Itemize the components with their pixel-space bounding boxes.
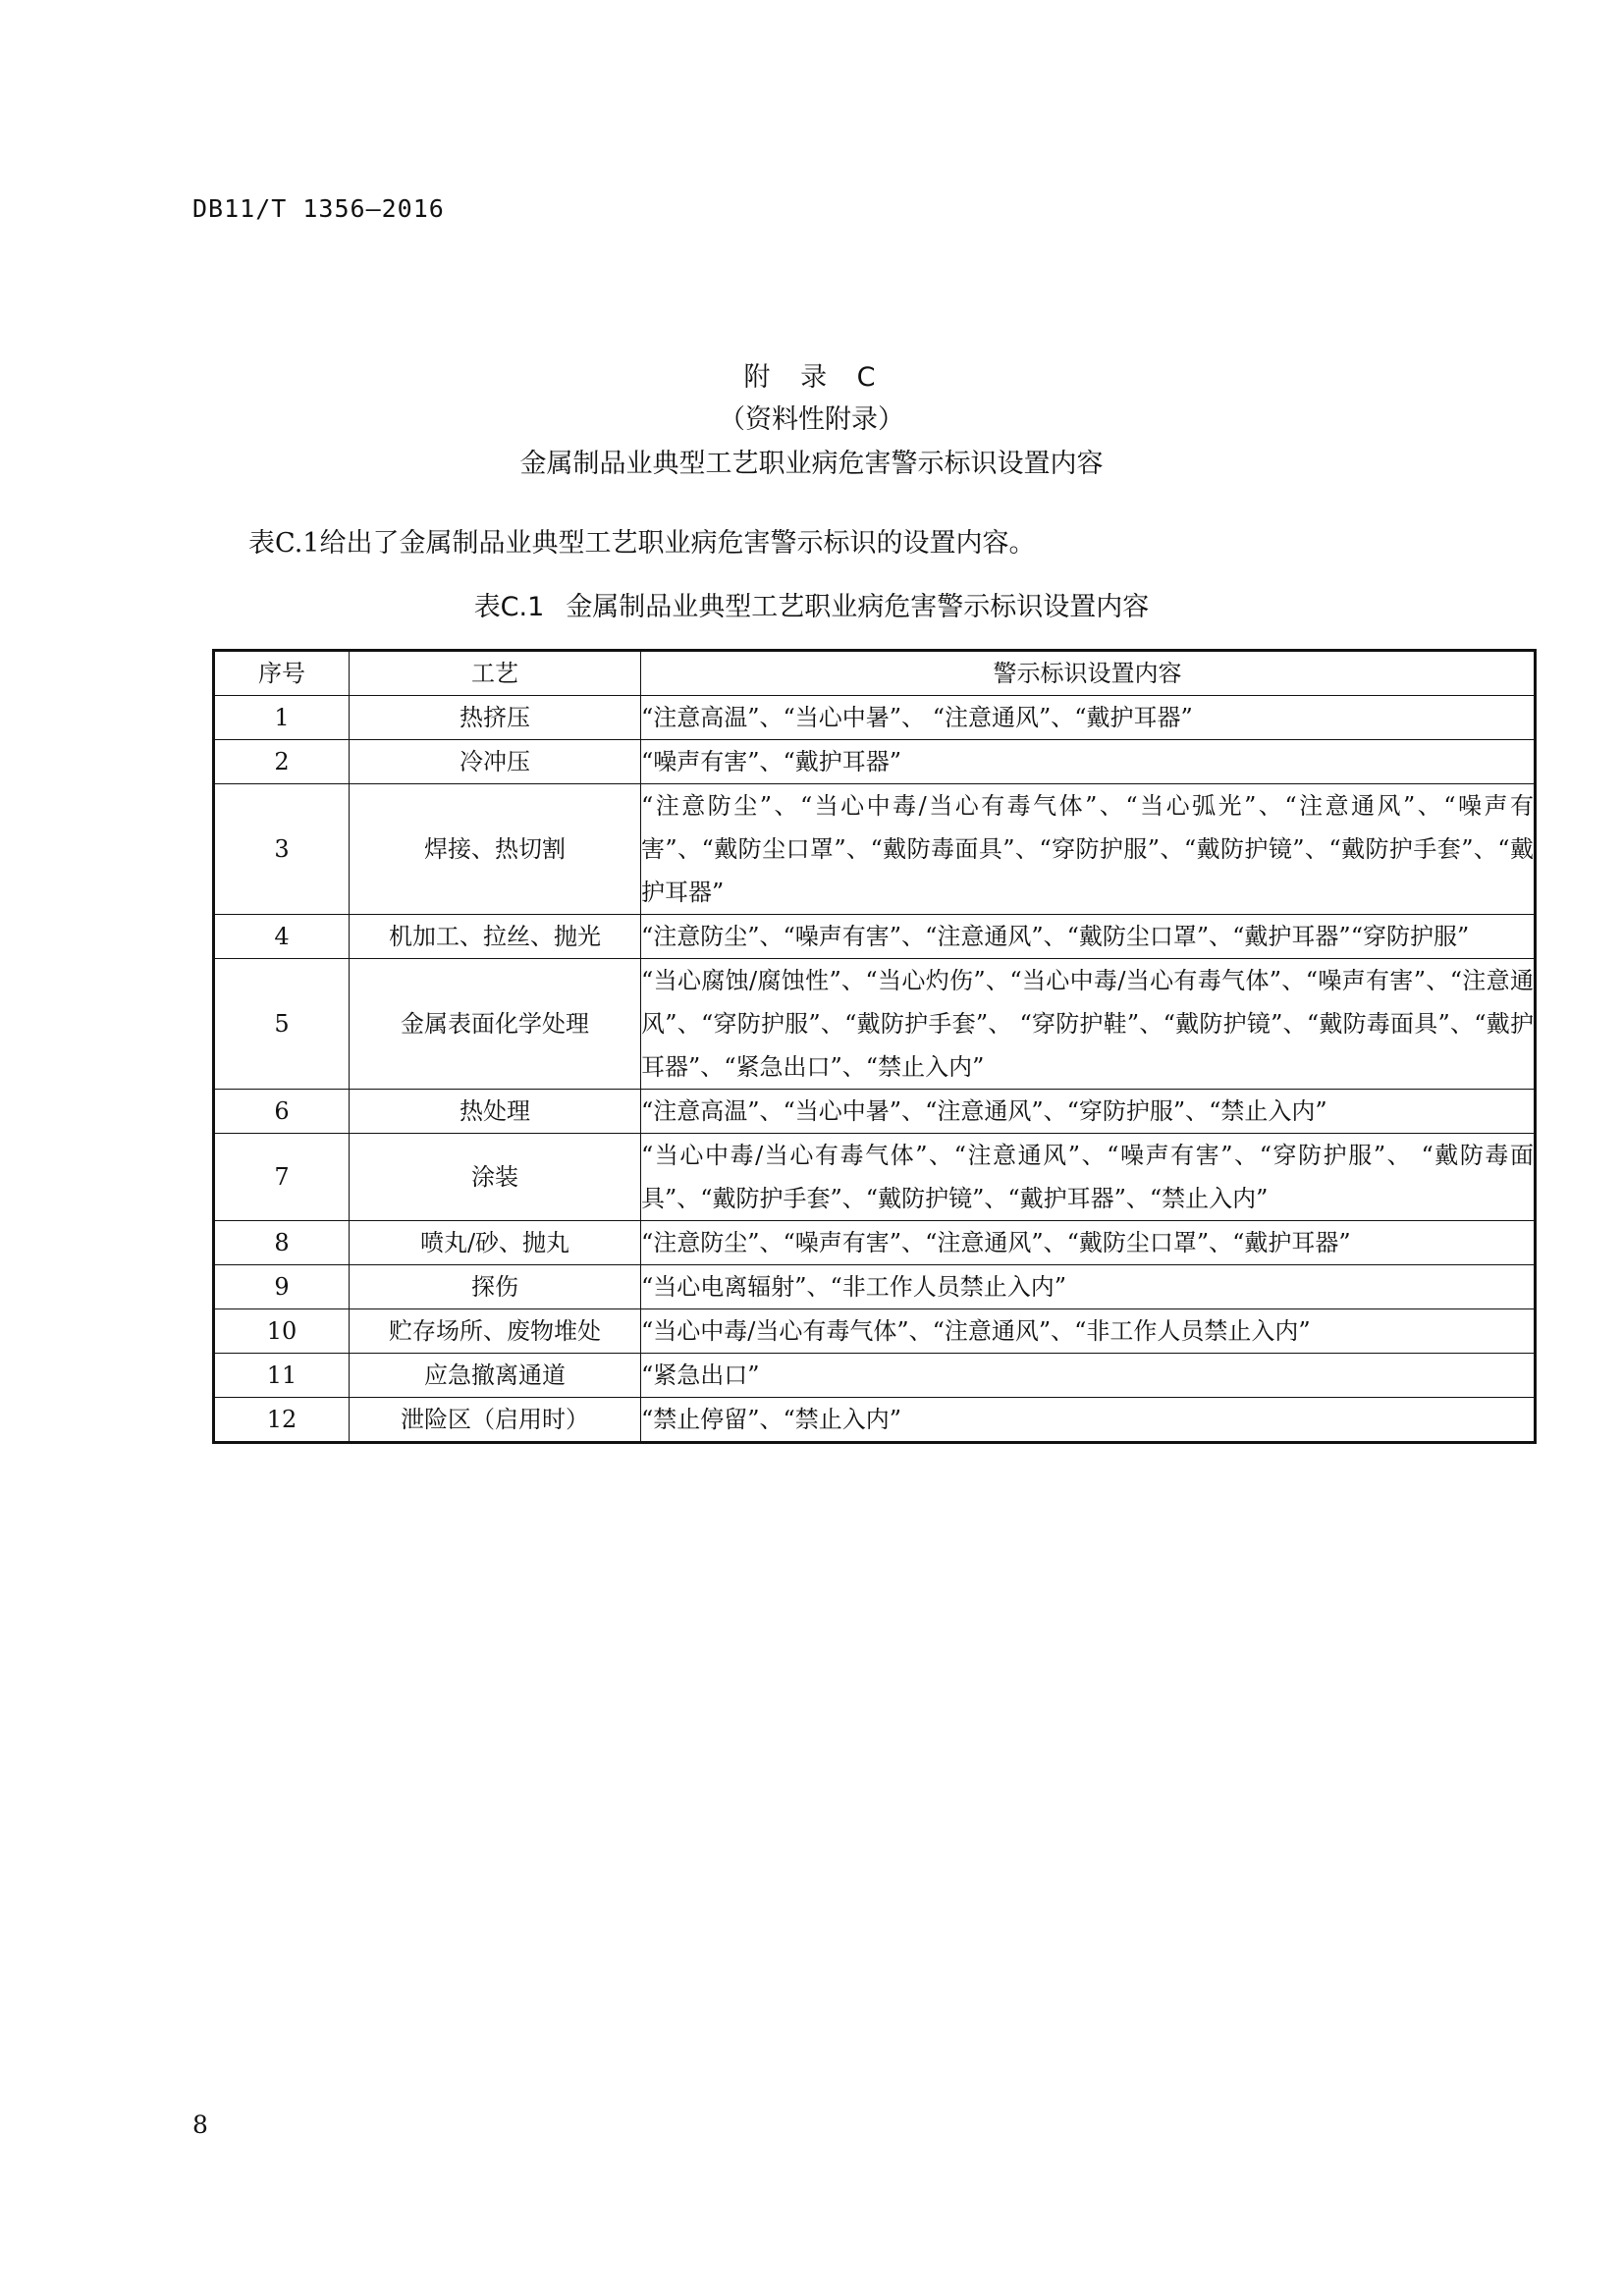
row-process: 冷冲压: [350, 740, 641, 784]
row-seq: 5: [214, 959, 350, 1090]
table-caption-number: 表C.1: [473, 592, 545, 622]
row-process: 金属表面化学处理: [350, 959, 641, 1090]
table-row: [214, 1134, 1536, 1221]
header-seq: 序号: [214, 651, 350, 696]
row-content: “注意高温”、“当心中暑”、 “注意通风”、“戴护耳器”: [641, 696, 1536, 740]
appendix-heading: 金属制品业典型工艺职业病危害警示标识设置内容: [519, 449, 1104, 479]
row-content: “噪声有害”、“戴护耳器”: [641, 740, 1536, 784]
row-seq: 8: [214, 1221, 350, 1265]
appendix-subtitle: （资料性附录）: [719, 404, 904, 435]
row-seq: 12: [214, 1398, 350, 1443]
row-content: “当心中毒/当心有毒气体”、“注意通风”、“噪声有害”、“穿防护服”、 “戴防毒面具”、“戴防护手套”、“戴防护镜”、“戴护耳器”、“禁止入内”: [641, 1134, 1536, 1221]
table-row: [214, 740, 1536, 784]
row-content: “当心电离辐射”、“非工作人员禁止入内”: [641, 1265, 1536, 1309]
table-header-row: [214, 651, 1536, 696]
table-row: [214, 1265, 1536, 1309]
row-process: 贮存场所、废物堆处: [350, 1309, 641, 1354]
row-content: “当心腐蚀/腐蚀性”、“当心灼伤”、“当心中毒/当心有毒气体”、“噪声有害”、“注意通风”、“穿防护服”、“戴防护手套”、 “穿防护鞋”、“戴防护镜”、“戴防毒面具”、“戴护耳器”、“紧急出口”、“禁止入内”: [641, 959, 1536, 1090]
row-content: “注意高温”、“当心中暑”、“注意通风”、“穿防护服”、“禁止入内”: [641, 1090, 1536, 1134]
table-row: [214, 1354, 1536, 1398]
table-row: [214, 696, 1536, 740]
intro-paragraph: 表C.1给出了金属制品业典型工艺职业病危害警示标识的设置内容。: [248, 528, 1036, 559]
row-seq: 2: [214, 740, 350, 784]
row-process: 喷丸/砂、抛丸: [350, 1221, 641, 1265]
row-process: 机加工、拉丝、抛光: [350, 915, 641, 959]
row-process: 热挤压: [350, 696, 641, 740]
table-row: [214, 1398, 1536, 1443]
row-process: 探伤: [350, 1265, 641, 1309]
row-process: 泄险区（启用时）: [350, 1398, 641, 1443]
row-seq: 6: [214, 1090, 350, 1134]
row-content: “禁止停留”、“禁止入内”: [641, 1398, 1536, 1443]
header-content: 警示标识设置内容: [641, 651, 1536, 696]
row-seq: 1: [214, 696, 350, 740]
warning-signs-table: [212, 649, 1537, 1444]
table-caption-title: 金属制品业典型工艺职业病危害警示标识设置内容: [566, 592, 1150, 622]
row-content: “注意防尘”、“噪声有害”、“注意通风”、“戴防尘口罩”、“戴护耳器”: [641, 1221, 1536, 1265]
table-row: [214, 1221, 1536, 1265]
table-row: [214, 1090, 1536, 1134]
header-process: 工艺: [350, 651, 641, 696]
row-seq: 7: [214, 1134, 350, 1221]
page-number: 8: [192, 2110, 208, 2139]
table-row: [214, 915, 1536, 959]
row-content: “注意防尘”、“当心中毒/当心有毒气体”、“当心弧光”、“注意通风”、“噪声有害”、“戴防尘口罩”、“戴防毒面具”、“穿防护服”、“戴防护镜”、“戴防护手套”、“戴护耳器”: [641, 784, 1536, 915]
table-row: [214, 784, 1536, 915]
table-row: [214, 959, 1536, 1090]
table-caption: [0, 585, 1623, 623]
row-seq: 3: [214, 784, 350, 915]
row-content: “紧急出口”: [641, 1354, 1536, 1398]
table-row: [214, 1309, 1536, 1354]
row-process: 热处理: [350, 1090, 641, 1134]
row-seq: 10: [214, 1309, 350, 1354]
row-process: 焊接、热切割: [350, 784, 641, 915]
document-code: DB11/T 1356—2016: [192, 194, 445, 223]
row-content: “注意防尘”、“噪声有害”、“注意通风”、“戴防尘口罩”、“戴护耳器”“穿防护服”: [641, 915, 1536, 959]
row-seq: 4: [214, 915, 350, 959]
row-seq: 11: [214, 1354, 350, 1398]
row-seq: 9: [214, 1265, 350, 1309]
appendix-title: 附 录 C: [743, 362, 880, 393]
row-content: “当心中毒/当心有毒气体”、“注意通风”、“非工作人员禁止入内”: [641, 1309, 1536, 1354]
row-process: 应急撤离通道: [350, 1354, 641, 1398]
row-process: 涂装: [350, 1134, 641, 1221]
